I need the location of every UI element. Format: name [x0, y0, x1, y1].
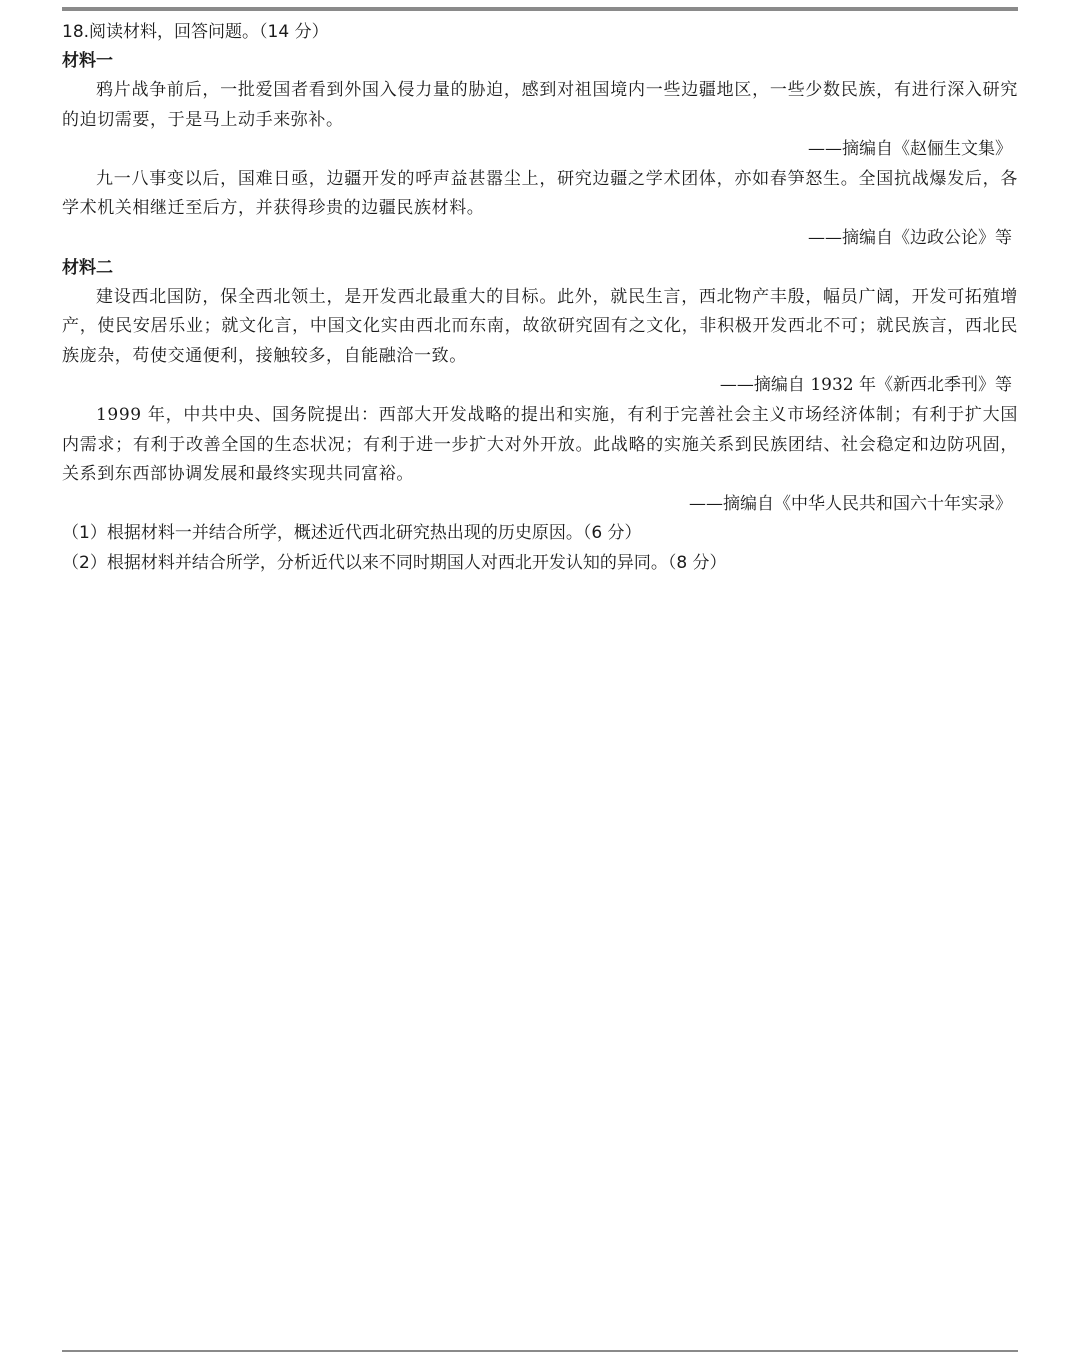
material-2-paragraph-1: 建设西北国防，保全西北领土，是开发西北最重大的目标。此外，就民生言，西北物产丰殷，幅员广阔，开发可拓殖增产，使民安居乐业；就文化言，中国文化实由西北而东南，故欲研究固有之文化，非积极开发西北不可；就民族言，西北民族庞杂，苟使交通便利，接触较多，自能融洽一致。	[62, 286, 1018, 366]
material-1-paragraph-2: 九一八事变以后，国难日亟，边疆开发的呼声益甚嚣尘上，研究边疆之学术团体，亦如春笋怒生。全国抗战爆发后，各学术机关相继迁至后方，并获得珍贵的边疆民族材料。	[62, 168, 1018, 219]
material-2-paragraph-2: 1999 年，中共中央、国务院提出：西部大开发战略的提出和实施，有利于完善社会主义市场经济体制；有利于扩大国内需求；有利于改善全国的生态状况；有利于进一步扩大对外开放。此战略的实施关系到民族团结、社会稳定和边防巩固，关系到东西部协调发展和最终实现共同富裕。	[62, 404, 1018, 485]
bottom-rule	[62, 1350, 1018, 1352]
material-2-source-1: ——摘编自 1932 年《新西北季刊》等	[719, 375, 1012, 396]
material-2-source-2: ——摘编自《中华人民共和国六十年实录》	[689, 493, 1012, 514]
material-1-source-2: ——摘编自《边政公论》等	[808, 227, 1012, 248]
top-rule	[62, 7, 1018, 11]
question-block	[62, 18, 1018, 579]
material-1-source-1: ——摘编自《赵俪生文集》	[808, 139, 1012, 160]
material-1-heading: 材料一	[62, 51, 113, 71]
material-2-heading: 材料二	[62, 257, 113, 278]
sub-question-1: （1）根据材料一并结合所学，概述近代西北研究热出现的历史原因。（6 分）	[62, 523, 642, 544]
material-1-paragraph-1: 鸦片战争前后，一批爱国者看到外国入侵力量的胁迫，感到对祖国境内一些边疆地区，一些少数民族，有进行深入研究的迫切需要，于是马上动手来弥补。	[62, 80, 1018, 130]
sub-question-2: （2）根据材料并结合所学，分析近代以来不同时期国人对西北开发认知的异同。（8 分）	[62, 552, 727, 573]
question-title: 18.阅读材料，回答问题。（14 分）	[62, 22, 329, 42]
